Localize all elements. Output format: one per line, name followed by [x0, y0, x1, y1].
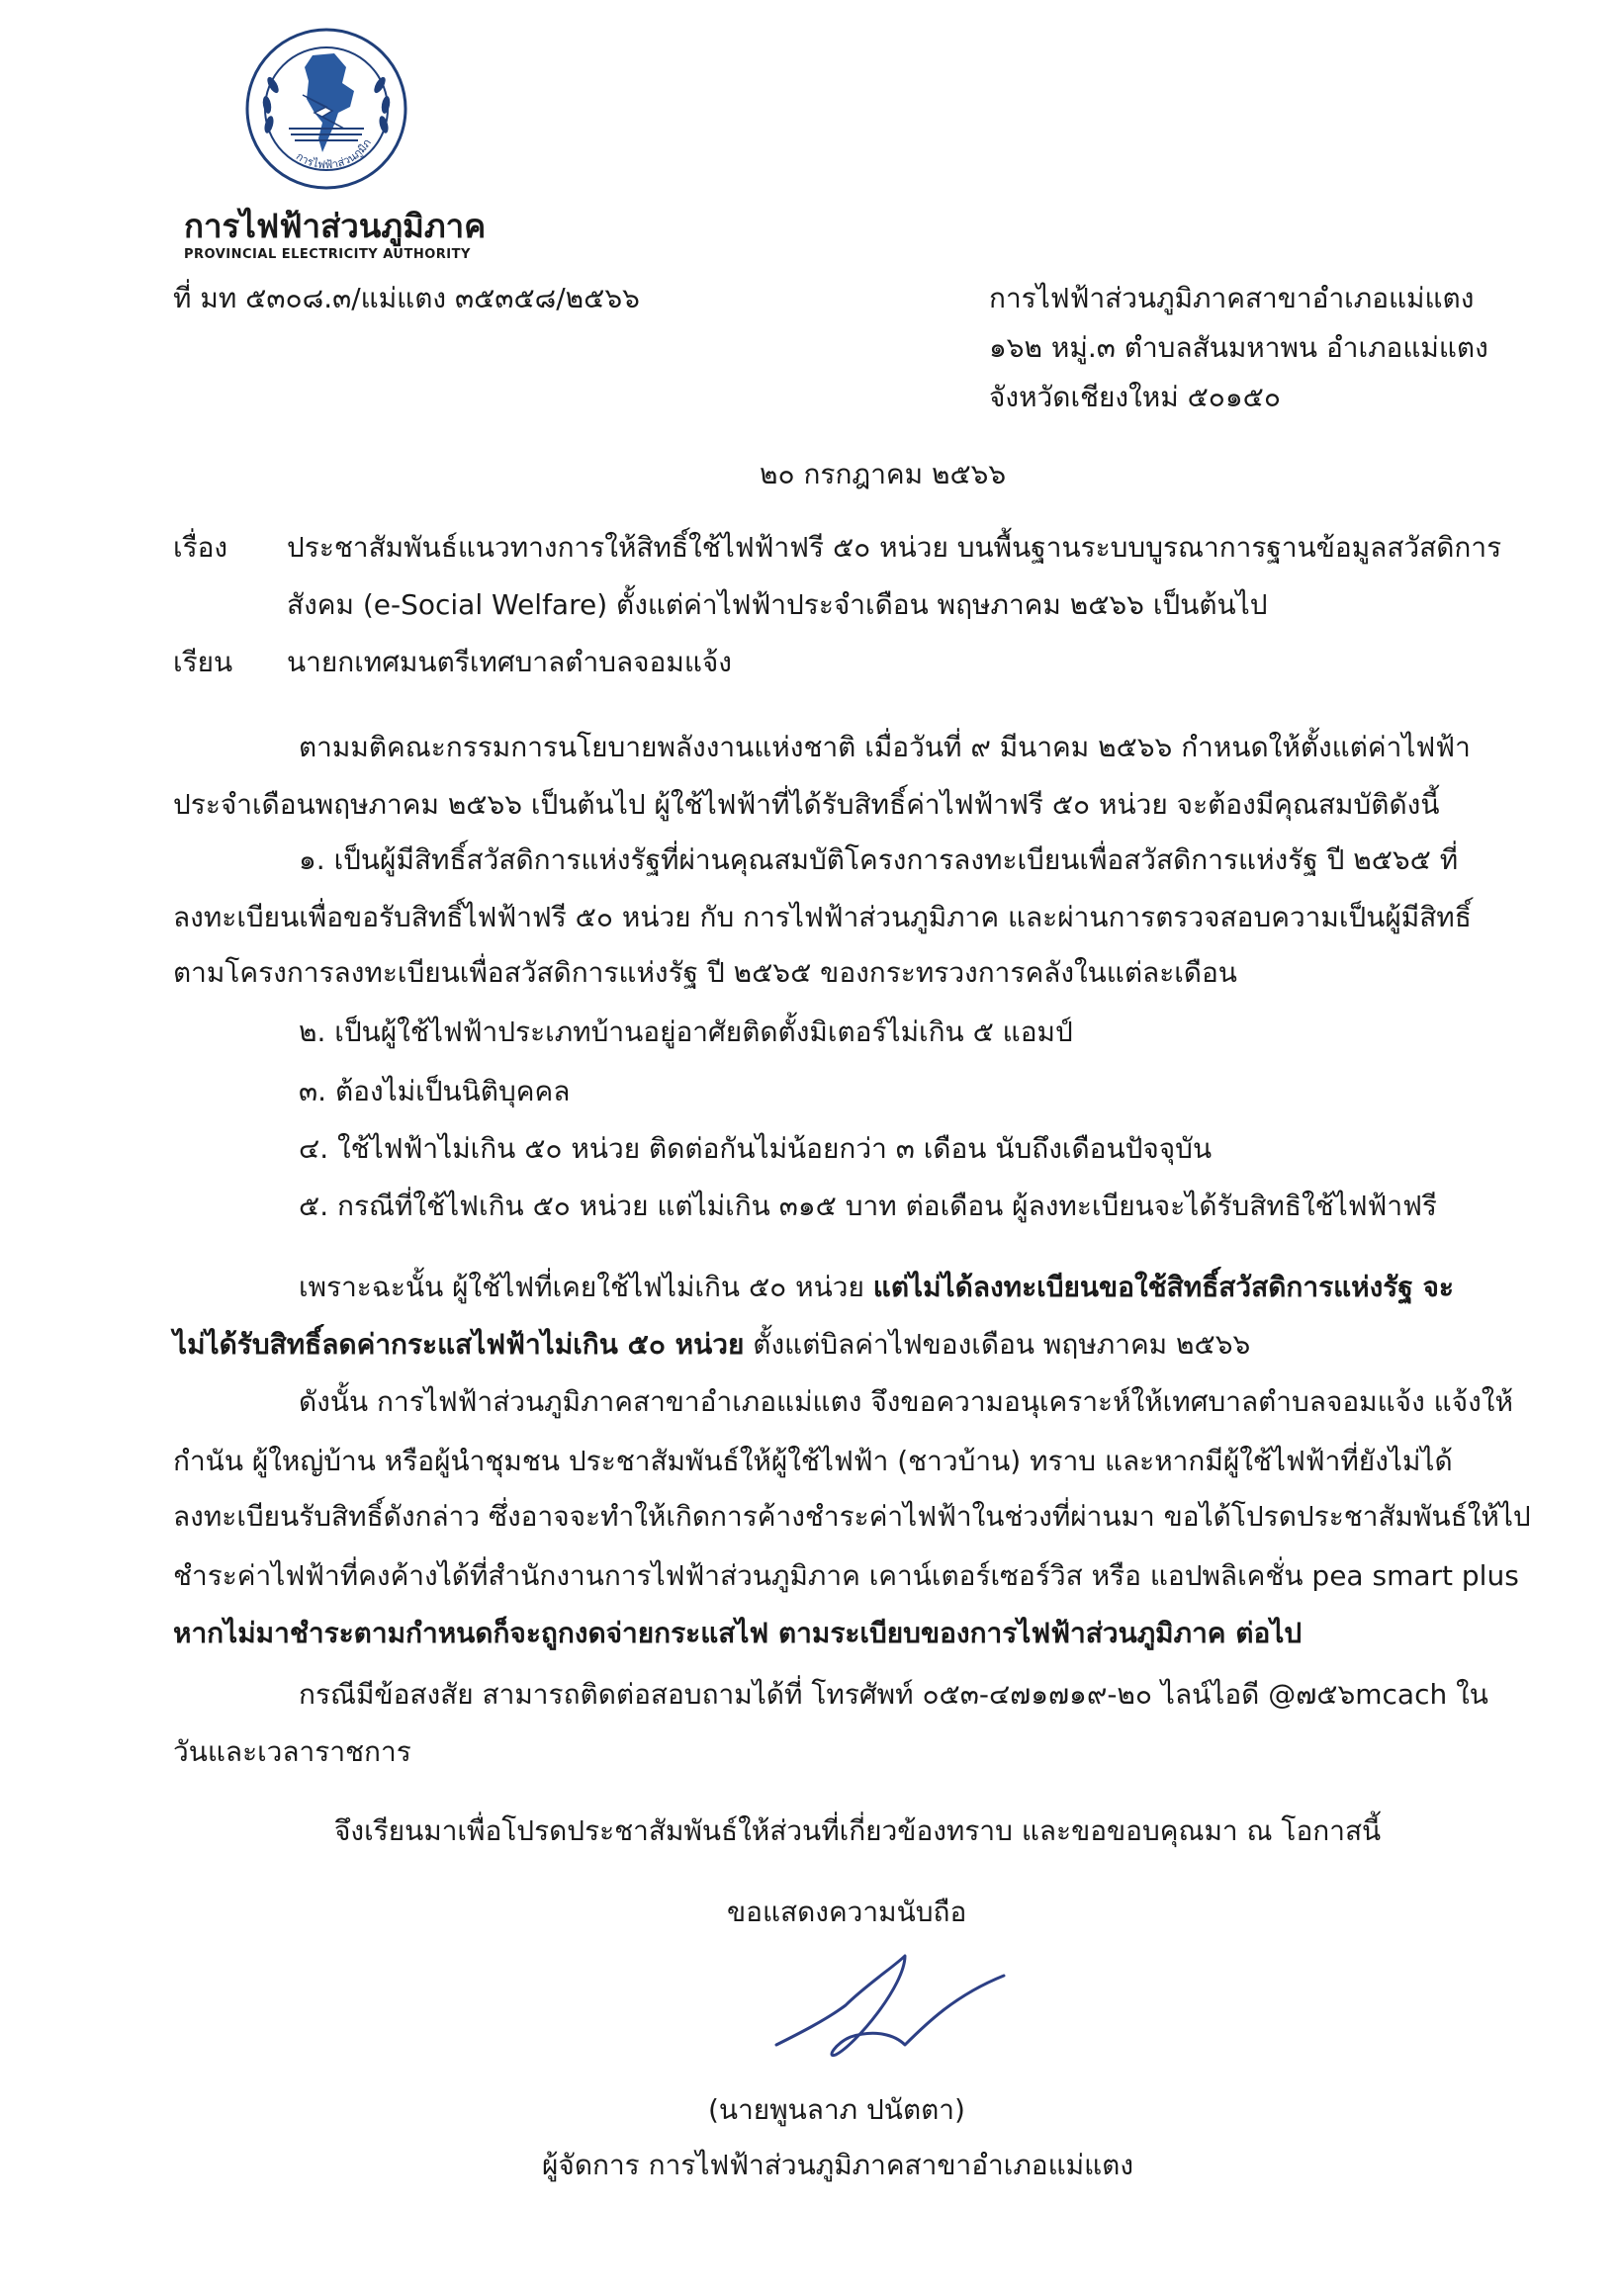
- criteria-item-1-line-2: ลงทะเบียนเพื่อขอรับสิทธิ์ไฟฟ้าฟรี ๕๐ หน่วย กับ การไฟฟ้าส่วนภูมิภาค และผ่านการตรวจสอบความเป็นผู้มีสิทธิ์: [173, 901, 1472, 933]
- para2-line-1-bold: แต่ไม่ได้ลงทะเบียนขอใช้สิทธิ์สวัสดิการแห่งรัฐ จะ: [872, 1271, 1454, 1303]
- pea-emblem: [243, 26, 409, 192]
- recipient-name: นายกเทศมนตรีเทศบาลตำบลจอมแจ้ง: [287, 646, 732, 678]
- closing-statement: จึงเรียนมาเพื่อโปรดประชาสัมพันธ์ให้ส่วนที่เกี่ยวข้องทราบ และขอขอบคุณมา ณ โอกาสนี้: [334, 1814, 1382, 1847]
- para4-line-1: กรณีมีข้อสงสัย สามารถติดต่อสอบถามได้ที่ โทรศัพท์ ๐๕๓-๔๗๑๗๑๙-๒๐ ไลน์ไอดี @๗๕๖mcach ใน: [299, 1678, 1488, 1711]
- criteria-item-1-line-1: ๑. เป็นผู้มีสิทธิ์สวัสดิการแห่งรัฐที่ผ่านคุณสมบัติโครงการลงทะเบียนเพื่อสวัสดิการแห่งรัฐ ปี ๒๕๖๕ ที่: [299, 843, 1459, 876]
- handwritten-signature: [757, 1926, 1014, 2075]
- subject-line-2: สังคม (e-Social Welfare) ตั้งแต่ค่าไฟฟ้าประจำเดือน พฤษภาคม ๒๕๖๖ เป็นต้นไป: [287, 588, 1268, 621]
- letter-date: ๒๐ กรกฎาคม ๒๕๖๖: [760, 458, 1007, 490]
- para3-line-5: หากไม่มาชำระตามกำหนดก็จะถูกงดจ่ายกระแสไฟ ตามระเบียบของการไฟฟ้าส่วนภูมิภาค ต่อไป: [173, 1617, 1303, 1649]
- para2-line-1: [299, 1266, 1454, 1309]
- para2-line-2: [173, 1323, 1250, 1367]
- subject-line-1: ประชาสัมพันธ์แนวทางการให้สิทธิ์ใช้ไฟฟ้าฟรี ๕๐ หน่วย บนพื้นฐานระบบบูรณาการฐานข้อมูลสวัสดิการ: [287, 531, 1502, 564]
- criteria-item-5: ๕. กรณีที่ใช้ไฟเกิน ๕๐ หน่วย แต่ไม่เกิน ๓๑๕ บาท ต่อเดือน ผู้ลงทะเบียนจะได้รับสิทธิใช้ไฟฟ้าฟรี: [299, 1190, 1437, 1222]
- signature-stroke: [757, 1926, 1014, 2075]
- para3-line-3: ลงทะเบียนรับสิทธิ์ดังกล่าว ซึ่งอาจจะทำให้เกิดการค้างชำระค่าไฟฟ้าในช่วงที่ผ่านมา ขอได้โปรดประชาสัมพันธ์ให้ไป: [173, 1500, 1531, 1533]
- sender-address-line-3: จังหวัดเชียงใหม่ ๕๐๑๕๐: [989, 381, 1281, 413]
- para1-line-1: ตามมติคณะกรรมการนโยบายพลังงานแห่งชาติ เมื่อวันที่ ๙ มีนาคม ๒๕๖๖ กำหนดให้ตั้งแต่ค่าไฟฟ้า: [299, 731, 1471, 763]
- recipient-label: เรียน: [173, 646, 233, 678]
- para2-line-2-regular: ตั้งแต่บิลค่าไฟของเดือน พฤษภาคม ๒๕๖๖: [744, 1328, 1251, 1361]
- para2-line-2-bold: ไม่ได้รับสิทธิ์ลดค่ากระแสไฟฟ้าไม่เกิน ๕๐ หน่วย: [173, 1328, 745, 1361]
- sender-address-line-2: ๑๖๒ หมู่.๓ ตำบลสันมหาพน อำเภอแม่แตง: [989, 331, 1488, 364]
- para1-line-2: ประจำเดือนพฤษภาคม ๒๕๖๖ เป็นต้นไป ผู้ใช้ไฟฟ้าที่ได้รับสิทธิ์ค่าไฟฟ้าฟรี ๕๐ หน่วย จะต้องมีคุณสมบัติดังนี้: [173, 788, 1440, 821]
- reference-number: ที่ มท ๕๓๐๘.๓/แม่แตง ๓๕๓๕๘/๒๕๖๖: [173, 282, 640, 314]
- criteria-item-1-line-3: ตามโครงการลงทะเบียนเพื่อสวัสดิการแห่งรัฐ ปี ๒๕๖๕ ของกระทรวงการคลังในแต่ละเดือน: [173, 956, 1237, 989]
- logo-text: การไฟฟ้าส่วนภูมิภ: [293, 136, 374, 172]
- para2-line-1-regular: เพราะฉะนั้น ผู้ใช้ไฟที่เคยใช้ไฟไม่เกิน ๕๐ หน่วย: [299, 1271, 873, 1303]
- org-name-thai: การไฟฟ้าส่วนภูมิภาค: [184, 207, 487, 245]
- criteria-item-2: ๒. เป็นผู้ใช้ไฟฟ้าประเภทบ้านอยู่อาศัยติดตั้งมิเตอร์ไม่เกิน ๕ แอมป์: [299, 1016, 1073, 1048]
- signatory-title: ผู้จัดการ การไฟฟ้าส่วนภูมิภาคสาขาอำเภอแม่แตง: [542, 2149, 1134, 2181]
- pea-logo: [243, 26, 409, 192]
- signature-closing: ขอแสดงความนับถือ: [727, 1896, 967, 1928]
- para4-line-2: วันและเวลาราชการ: [173, 1735, 411, 1768]
- para3-line-4: ชำระค่าไฟฟ้าที่คงค้างได้ที่สำนักงานการไฟฟ้าส่วนภูมิภาค เคาน์เตอร์เซอร์วิส หรือ แอปพลิเคชั่น pea smart plus: [173, 1559, 1519, 1592]
- para3-line-1: ดังนั้น การไฟฟ้าส่วนภูมิภาคสาขาอำเภอแม่แตง จึงขอความอนุเคราะห์ให้เทศบาลตำบลจอมแจ้ง แจ้งให้: [299, 1385, 1513, 1418]
- signatory-name: (นายพูนลาภ ปนัตตา): [708, 2093, 965, 2126]
- para3-line-2: กำนัน ผู้ใหญ่บ้าน หรือผู้นำชุมชน ประชาสัมพันธ์ให้ผู้ใช้ไฟฟ้า (ชาวบ้าน) ทราบ และหากมีผู้ใช้ไฟฟ้าที่ยังไม่ได้: [173, 1445, 1453, 1477]
- sender-address-line-1: การไฟฟ้าส่วนภูมิภาคสาขาอำเภอแม่แตง: [989, 282, 1475, 314]
- org-name-english: PROVINCIAL ELECTRICITY AUTHORITY: [184, 247, 471, 262]
- criteria-item-4: ๔. ใช้ไฟฟ้าไม่เกิน ๕๐ หน่วย ติดต่อกันไม่น้อยกว่า ๓ เดือน นับถึงเดือนปัจจุบัน: [299, 1132, 1213, 1165]
- criteria-item-3: ๓. ต้องไม่เป็นนิติบุคคล: [299, 1075, 571, 1107]
- subject-label: เรื่อง: [173, 531, 228, 564]
